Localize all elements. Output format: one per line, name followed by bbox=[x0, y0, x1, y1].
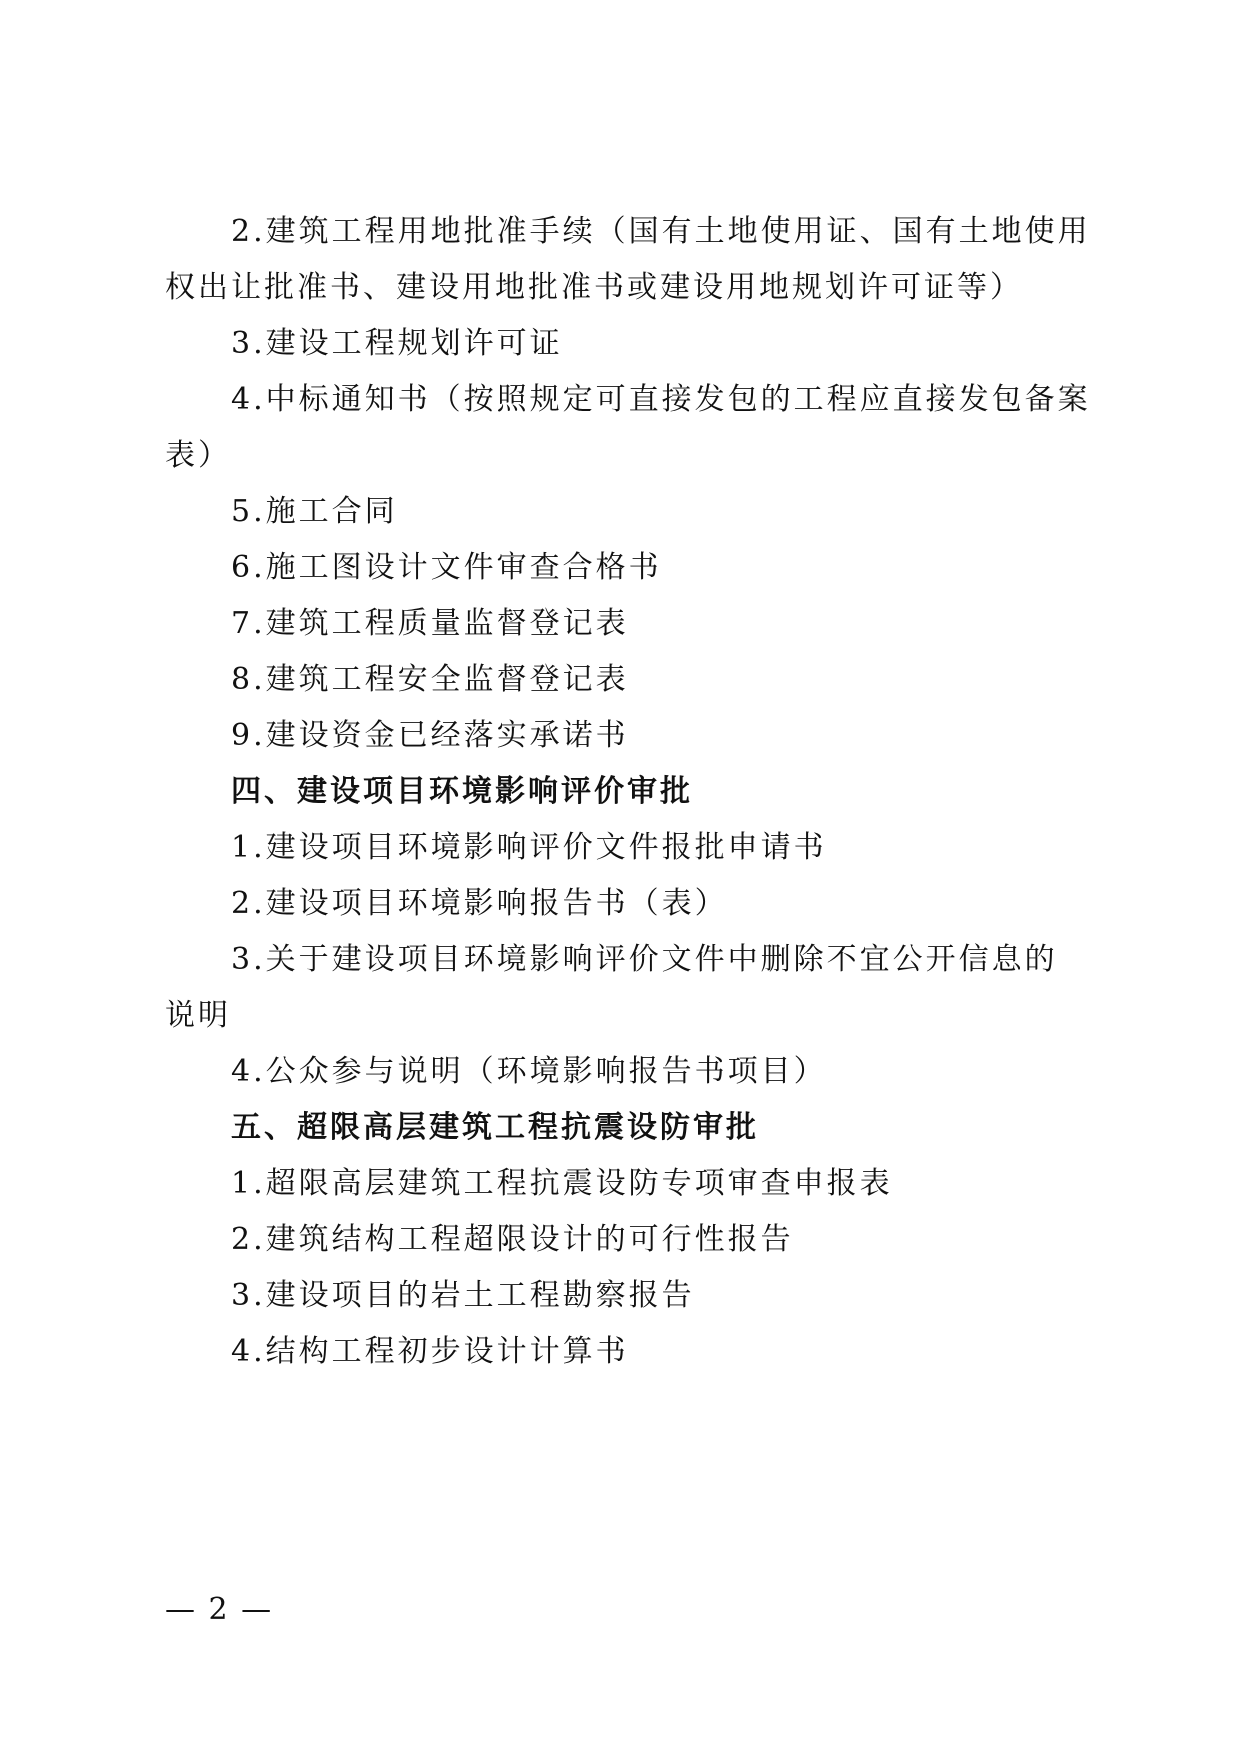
list-item-feasibility-report: 2.建筑结构工程超限设计的可行性报告 bbox=[231, 1222, 794, 1257]
list-item-env-application: 1.建设项目环境影响评价文件报批申请书 bbox=[231, 830, 827, 865]
list-item-construction-contract: 5.施工合同 bbox=[231, 494, 398, 529]
section-heading-environment: 四、建设项目环境影响评价审批 bbox=[231, 774, 693, 809]
list-item-funding-commitment: 9.建设资金已经落实承诺书 bbox=[231, 718, 629, 753]
list-item-bid-notice: 4.中标通知书（按照规定可直接发包的工程应直接发包备案 bbox=[231, 382, 1091, 417]
list-item-land-approval: 2.建筑工程用地批准手续（国有土地使用证、国有土地使用 bbox=[231, 214, 1091, 249]
list-item-geotechnical-report: 3.建设项目的岩土工程勘察报告 bbox=[231, 1278, 695, 1313]
list-item-calculation-book: 4.结构工程初步设计计算书 bbox=[231, 1334, 629, 1369]
list-item-env-report: 2.建设项目环境影响报告书（表） bbox=[231, 886, 728, 921]
list-item-safety-supervision: 8.建筑工程安全监督登记表 bbox=[231, 662, 629, 697]
list-item-quality-supervision: 7.建筑工程质量监督登记表 bbox=[231, 606, 629, 641]
list-item-planning-permit: 3.建设工程规划许可证 bbox=[231, 326, 563, 361]
list-item-env-deletion-note: 3.关于建设项目环境影响评价文件中删除不宜公开信息的 bbox=[231, 942, 1058, 977]
list-item-land-approval-cont: 权出让批准书、建设用地批准书或建设用地规划许可证等） bbox=[165, 270, 1023, 305]
page-number: — 2 — bbox=[165, 1592, 274, 1627]
list-item-drawing-review: 6.施工图设计文件审查合格书 bbox=[231, 550, 662, 585]
list-item-seismic-form: 1.超限高层建筑工程抗震设防专项审查申报表 bbox=[231, 1166, 893, 1201]
list-item-env-deletion-note-cont: 说明 bbox=[165, 998, 231, 1033]
list-item-public-participation: 4.公众参与说明（环境影响报告书项目） bbox=[231, 1054, 827, 1089]
section-heading-seismic: 五、超限高层建筑工程抗震设防审批 bbox=[231, 1110, 759, 1145]
list-item-bid-notice-cont: 表） bbox=[165, 438, 231, 473]
